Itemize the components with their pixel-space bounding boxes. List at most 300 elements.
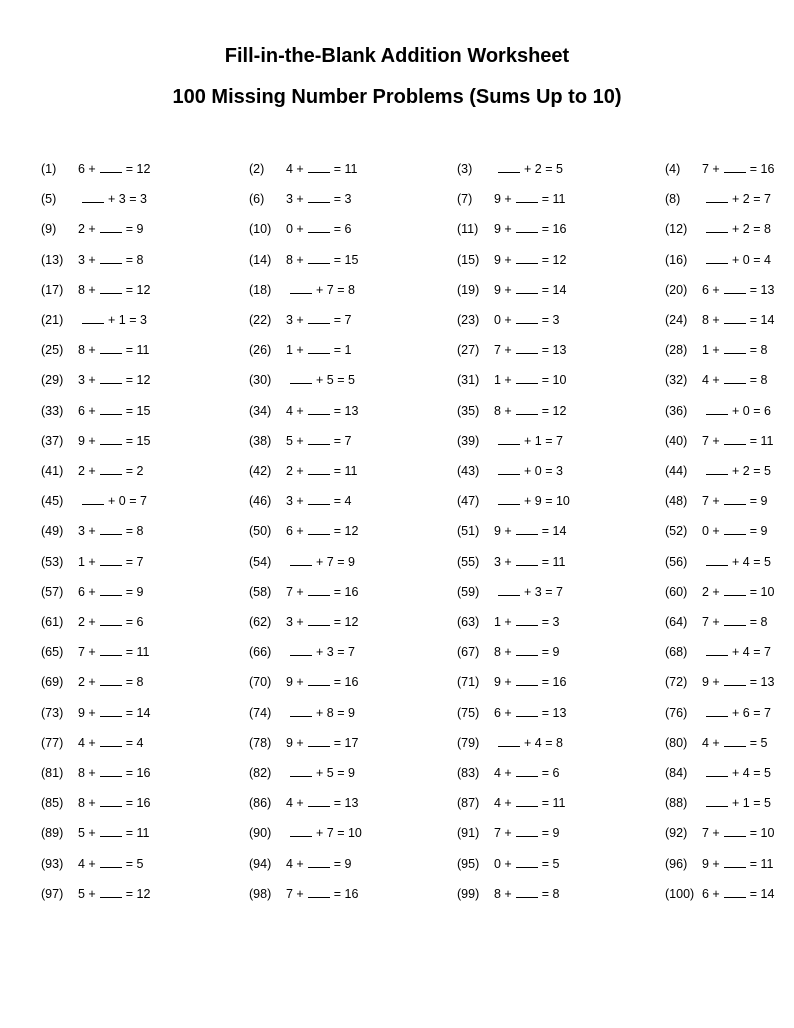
answer-blank[interactable] xyxy=(724,341,746,354)
problem-number: (86) xyxy=(249,796,272,811)
problem-equation: 7 + = 13 xyxy=(494,343,567,358)
problem-number: (5) xyxy=(41,192,57,207)
problem-equation: 9 + = 16 xyxy=(494,675,567,690)
problem-number: (53) xyxy=(41,554,64,569)
problem-number: (88) xyxy=(665,796,688,811)
problem-equation: 1 + = 7 xyxy=(78,554,144,569)
problem-equation: 0 + = 3 xyxy=(494,313,560,327)
problem-number: (4) xyxy=(665,162,681,176)
problem-equation: 6 + = 14 xyxy=(702,886,775,901)
problem-number: (69) xyxy=(41,675,64,690)
problem-equation: 3 + = 8 xyxy=(78,252,144,267)
problem-number: (48) xyxy=(665,494,688,509)
problem-equation: 4 + = 11 xyxy=(286,162,358,176)
problem-equation: 4 + = 9 xyxy=(286,856,352,871)
answer-blank[interactable] xyxy=(82,311,104,324)
problem-number: (40) xyxy=(665,433,688,448)
answer-blank[interactable] xyxy=(516,281,538,294)
problem-equation: 3 + = 12 xyxy=(78,373,151,388)
problem-equation: 8 + = 12 xyxy=(494,403,567,418)
problem-number: (82) xyxy=(249,766,272,780)
problem-equation: 3 + = 7 xyxy=(286,313,352,327)
problem-equation: 8 + = 11 xyxy=(78,343,150,358)
problem-number: (6) xyxy=(249,192,265,207)
problem-number: (8) xyxy=(665,192,681,207)
problem-equation: 6 + = 13 xyxy=(702,282,775,297)
problem-equation: + 6 = 7 xyxy=(702,703,771,723)
problem-number: (29) xyxy=(41,373,64,388)
problem-equation: 8 + = 9 xyxy=(494,645,560,660)
problem-equation: + 2 = 7 xyxy=(702,189,771,209)
problem-equation: 9 + = 12 xyxy=(494,252,567,267)
problem-number: (9) xyxy=(41,222,57,237)
problem-equation: + 0 = 4 xyxy=(702,250,771,270)
answer-blank[interactable] xyxy=(100,402,122,415)
problem-equation: + 0 = 7 xyxy=(78,491,147,511)
problem-number: (68) xyxy=(665,645,688,660)
problem-equation: 0 + = 5 xyxy=(494,856,560,871)
problem-equation: 6 + = 12 xyxy=(78,162,151,176)
answer-blank[interactable] xyxy=(290,764,312,777)
problem-number: (62) xyxy=(249,615,272,629)
answer-blank[interactable] xyxy=(706,251,728,264)
problem-equation: 9 + = 14 xyxy=(78,705,151,720)
problem-number: (60) xyxy=(665,584,688,599)
problem-equation: 8 + = 15 xyxy=(286,252,359,267)
problem-number: (47) xyxy=(457,494,480,509)
problem-number: (25) xyxy=(41,343,64,358)
answer-blank[interactable] xyxy=(100,734,122,747)
problem-number: (87) xyxy=(457,796,480,811)
problem-number: (32) xyxy=(665,373,688,388)
answer-blank[interactable] xyxy=(100,794,122,807)
problem-equation: 3 + = 12 xyxy=(286,615,359,629)
problem-equation: 4 + = 8 xyxy=(702,373,768,388)
problem-equation: 8 + = 12 xyxy=(78,282,151,297)
problem-number: (92) xyxy=(665,826,688,841)
problem-number: (28) xyxy=(665,343,688,358)
problem-number: (19) xyxy=(457,282,480,297)
problem-equation: 8 + = 16 xyxy=(78,766,151,780)
problem-number: (77) xyxy=(41,735,64,750)
answer-blank[interactable] xyxy=(516,855,538,868)
problem-number: (37) xyxy=(41,433,64,448)
problem-number: (13) xyxy=(41,252,64,267)
problem-equation: 4 + = 4 xyxy=(78,735,144,750)
answer-blank[interactable] xyxy=(516,764,538,777)
answer-blank[interactable] xyxy=(498,160,520,173)
problem-equation: 7 + = 16 xyxy=(286,886,359,901)
problem-number: (63) xyxy=(457,615,480,629)
problem-number: (97) xyxy=(41,886,64,901)
problem-equation: 2 + = 6 xyxy=(78,615,144,629)
problem-number: (41) xyxy=(41,464,64,478)
answer-blank[interactable] xyxy=(308,794,330,807)
answer-blank[interactable] xyxy=(516,794,538,807)
problem-number: (42) xyxy=(249,464,272,478)
problem-number: (71) xyxy=(457,675,480,690)
problem-number: (31) xyxy=(457,373,480,388)
problem-equation: 1 + = 1 xyxy=(286,343,352,358)
problem-number: (67) xyxy=(457,645,480,660)
answer-blank[interactable] xyxy=(100,160,122,173)
problem-equation: + 7 = 9 xyxy=(286,552,355,572)
problem-number: (2) xyxy=(249,162,265,176)
problem-equation: 9 + = 15 xyxy=(78,433,151,448)
answer-blank[interactable] xyxy=(724,734,746,747)
answer-blank[interactable] xyxy=(516,522,538,535)
answer-blank[interactable] xyxy=(516,824,538,837)
problem-number: (57) xyxy=(41,584,64,599)
worksheet-subtitle: 100 Missing Number Problems (Sums Up to 10) xyxy=(172,86,622,108)
problem-equation: + 7 = 10 xyxy=(286,823,362,843)
problem-number: (18) xyxy=(249,282,272,297)
problem-equation: + 8 = 9 xyxy=(286,703,355,723)
problem-equation: 8 + = 16 xyxy=(78,796,151,811)
answer-blank[interactable] xyxy=(308,583,330,596)
problem-equation: 4 + = 13 xyxy=(286,403,359,418)
problem-equation: + 4 = 8 xyxy=(494,733,563,753)
answer-blank[interactable] xyxy=(724,492,746,505)
problem-equation: 0 + = 9 xyxy=(702,524,768,539)
problem-number: (59) xyxy=(457,584,480,599)
problem-number: (12) xyxy=(665,222,688,237)
problem-number: (21) xyxy=(41,313,64,327)
problem-number: (17) xyxy=(41,282,64,297)
problem-number: (16) xyxy=(665,252,688,267)
problem-number: (93) xyxy=(41,856,64,871)
answer-blank[interactable] xyxy=(100,583,122,596)
answer-blank[interactable] xyxy=(498,583,520,596)
problem-number: (10) xyxy=(249,222,272,237)
worksheet-title: Fill-in-the-Blank Addition Worksheet xyxy=(224,45,570,67)
problem-equation: 9 + = 17 xyxy=(286,735,359,750)
problem-equation: + 3 = 7 xyxy=(494,582,563,602)
problem-equation: 7 + = 9 xyxy=(494,826,560,841)
problem-equation: 6 + = 12 xyxy=(286,524,359,539)
answer-blank[interactable] xyxy=(100,220,122,233)
problem-equation: 4 + = 5 xyxy=(702,735,768,750)
problem-number: (79) xyxy=(457,735,480,750)
problem-equation: + 9 = 10 xyxy=(494,491,570,511)
problem-number: (43) xyxy=(457,464,480,478)
problem-number: (65) xyxy=(41,645,64,660)
problem-number: (52) xyxy=(665,524,688,539)
problem-number: (72) xyxy=(665,675,688,690)
answer-blank[interactable] xyxy=(724,432,746,445)
answer-blank[interactable] xyxy=(100,371,122,384)
answer-blank[interactable] xyxy=(516,643,538,656)
answer-blank[interactable] xyxy=(724,613,746,626)
answer-blank[interactable] xyxy=(290,643,312,656)
answer-blank[interactable] xyxy=(498,492,520,505)
answer-blank[interactable] xyxy=(308,432,330,445)
problem-equation: 3 + = 8 xyxy=(78,524,144,539)
problem-number: (54) xyxy=(249,554,272,569)
problem-equation: 7 + = 9 xyxy=(702,494,768,509)
answer-blank[interactable] xyxy=(308,160,330,173)
problem-equation: + 3 = 7 xyxy=(286,642,355,662)
answer-blank[interactable] xyxy=(100,432,122,445)
problem-equation: 7 + = 16 xyxy=(702,162,775,176)
problem-number: (75) xyxy=(457,705,480,720)
answer-blank[interactable] xyxy=(308,734,330,747)
answer-blank[interactable] xyxy=(724,885,746,898)
problem-equation: 3 + = 11 xyxy=(494,554,566,569)
answer-blank[interactable] xyxy=(706,190,728,203)
problem-equation: 2 + = 10 xyxy=(702,584,775,599)
problem-equation: 9 + = 14 xyxy=(494,524,567,539)
problem-number: (33) xyxy=(41,403,64,418)
answer-blank[interactable] xyxy=(100,764,122,777)
problem-equation: 2 + = 2 xyxy=(78,464,144,478)
problem-equation: 4 + = 13 xyxy=(286,796,359,811)
problem-number: (81) xyxy=(41,766,64,780)
answer-blank[interactable] xyxy=(308,522,330,535)
answer-blank[interactable] xyxy=(516,673,538,686)
problem-number: (49) xyxy=(41,524,64,539)
answer-blank[interactable] xyxy=(100,251,122,264)
answer-blank[interactable] xyxy=(724,855,746,868)
problem-number: (83) xyxy=(457,766,480,780)
problem-number: (45) xyxy=(41,494,64,509)
answer-blank[interactable] xyxy=(724,583,746,596)
problem-equation: 2 + = 8 xyxy=(78,675,144,690)
problem-number: (96) xyxy=(665,856,688,871)
problem-equation: + 1 = 7 xyxy=(494,431,563,451)
problem-equation: + 0 = 6 xyxy=(702,401,771,421)
answer-blank[interactable] xyxy=(498,462,520,475)
problem-equation: 1 + = 8 xyxy=(702,343,768,358)
problem-number: (34) xyxy=(249,403,272,418)
answer-blank[interactable] xyxy=(100,855,122,868)
problem-number: (7) xyxy=(457,192,473,207)
problem-equation: 4 + = 5 xyxy=(78,856,144,871)
answer-blank[interactable] xyxy=(516,220,538,233)
answer-blank[interactable] xyxy=(100,613,122,626)
answer-blank[interactable] xyxy=(308,190,330,203)
problem-equation: 2 + = 11 xyxy=(286,464,358,478)
answer-blank[interactable] xyxy=(100,704,122,717)
problem-equation: 3 + = 4 xyxy=(286,494,352,509)
answer-blank[interactable] xyxy=(290,371,312,384)
problem-equation: + 2 = 5 xyxy=(494,159,563,179)
answer-blank[interactable] xyxy=(706,402,728,415)
problem-number: (36) xyxy=(665,403,688,418)
problem-equation: 9 + = 11 xyxy=(494,192,566,207)
answer-blank[interactable] xyxy=(516,251,538,264)
problem-number: (66) xyxy=(249,645,272,660)
answer-blank[interactable] xyxy=(498,734,520,747)
problem-equation: 8 + = 14 xyxy=(702,313,775,327)
problem-equation: 7 + = 11 xyxy=(702,433,774,448)
problem-equation: + 2 = 5 xyxy=(702,461,771,481)
answer-blank[interactable] xyxy=(290,553,312,566)
problem-equation: 4 + = 11 xyxy=(494,796,566,811)
problem-number: (98) xyxy=(249,886,272,901)
answer-blank[interactable] xyxy=(100,643,122,656)
answer-blank[interactable] xyxy=(308,462,330,475)
problem-equation: + 3 = 3 xyxy=(78,189,147,209)
answer-blank[interactable] xyxy=(516,553,538,566)
answer-blank[interactable] xyxy=(82,492,104,505)
problem-number: (90) xyxy=(249,826,272,841)
answer-blank[interactable] xyxy=(100,553,122,566)
problem-equation: + 2 = 8 xyxy=(702,219,771,239)
problem-equation: + 1 = 5 xyxy=(702,793,771,813)
answer-blank[interactable] xyxy=(706,643,728,656)
problem-equation: + 0 = 3 xyxy=(494,461,563,481)
problem-equation: 5 + = 11 xyxy=(78,826,150,841)
problem-number: (30) xyxy=(249,373,272,388)
problem-number: (100) xyxy=(665,886,695,901)
answer-blank[interactable] xyxy=(724,824,746,837)
answer-blank[interactable] xyxy=(308,673,330,686)
answer-blank[interactable] xyxy=(516,311,538,324)
problem-number: (84) xyxy=(665,766,688,780)
problem-number: (73) xyxy=(41,705,64,720)
problem-equation: 0 + = 6 xyxy=(286,222,352,237)
answer-blank[interactable] xyxy=(308,613,330,626)
problem-equation: 9 + = 14 xyxy=(494,282,567,297)
problem-number: (99) xyxy=(457,886,480,901)
problem-number: (91) xyxy=(457,826,480,841)
problem-equation: 9 + = 13 xyxy=(702,675,775,690)
problem-equation: + 4 = 5 xyxy=(702,763,771,783)
problem-number: (11) xyxy=(457,222,479,237)
problem-equation: + 4 = 7 xyxy=(702,642,771,662)
answer-blank[interactable] xyxy=(100,673,122,686)
problem-number: (20) xyxy=(665,282,688,297)
problem-equation: + 5 = 5 xyxy=(286,370,355,390)
answer-blank[interactable] xyxy=(100,462,122,475)
problem-equation: 1 + = 3 xyxy=(494,615,560,629)
problem-equation: 7 + = 10 xyxy=(702,826,775,841)
problem-equation: 7 + = 8 xyxy=(702,615,768,629)
answer-blank[interactable] xyxy=(516,341,538,354)
answer-blank[interactable] xyxy=(706,462,728,475)
answer-blank[interactable] xyxy=(100,341,122,354)
problem-equation: + 7 = 8 xyxy=(286,280,355,300)
answer-blank[interactable] xyxy=(724,311,746,324)
answer-blank[interactable] xyxy=(290,704,312,717)
problem-number: (1) xyxy=(41,162,57,176)
answer-blank[interactable] xyxy=(82,190,104,203)
problem-equation: + 4 = 5 xyxy=(702,552,771,572)
answer-blank[interactable] xyxy=(100,824,122,837)
answer-blank[interactable] xyxy=(706,794,728,807)
problem-number: (56) xyxy=(665,554,688,569)
answer-blank[interactable] xyxy=(100,281,122,294)
problem-number: (35) xyxy=(457,403,480,418)
answer-blank[interactable] xyxy=(516,371,538,384)
problem-equation: 7 + = 11 xyxy=(78,645,150,660)
answer-blank[interactable] xyxy=(724,160,746,173)
problem-number: (89) xyxy=(41,826,64,841)
answer-blank[interactable] xyxy=(100,885,122,898)
problem-equation: 9 + = 11 xyxy=(702,856,774,871)
answer-blank[interactable] xyxy=(724,522,746,535)
answer-blank[interactable] xyxy=(100,522,122,535)
problem-number: (74) xyxy=(249,705,272,720)
answer-blank[interactable] xyxy=(308,251,330,264)
problem-equation: 8 + = 8 xyxy=(494,886,560,901)
problem-equation: 6 + = 13 xyxy=(494,705,567,720)
problem-number: (95) xyxy=(457,856,480,871)
problem-equation: 2 + = 9 xyxy=(78,222,144,237)
problem-number: (15) xyxy=(457,252,480,267)
problem-equation: + 5 = 9 xyxy=(286,763,355,783)
problem-equation: 9 + = 16 xyxy=(286,675,359,690)
answer-blank[interactable] xyxy=(516,402,538,415)
answer-blank[interactable] xyxy=(290,824,312,837)
answer-blank[interactable] xyxy=(516,190,538,203)
problem-number: (64) xyxy=(665,615,688,629)
answer-blank[interactable] xyxy=(498,432,520,445)
answer-blank[interactable] xyxy=(706,704,728,717)
problem-equation: 3 + = 3 xyxy=(286,192,352,207)
problem-equation: 6 + = 15 xyxy=(78,403,151,418)
problem-number: (24) xyxy=(665,313,688,327)
problem-equation: + 1 = 3 xyxy=(78,310,147,330)
problem-number: (58) xyxy=(249,584,272,599)
problem-equation: 1 + = 10 xyxy=(494,373,567,388)
problem-equation: 5 + = 12 xyxy=(78,886,151,901)
answer-blank[interactable] xyxy=(516,704,538,717)
problem-number: (3) xyxy=(457,162,473,176)
problem-number: (51) xyxy=(457,524,480,539)
problem-number: (94) xyxy=(249,856,272,871)
problem-number: (76) xyxy=(665,705,688,720)
problem-number: (22) xyxy=(249,313,272,327)
answer-blank[interactable] xyxy=(308,341,330,354)
answer-blank[interactable] xyxy=(706,220,728,233)
problem-number: (70) xyxy=(249,675,272,690)
answer-blank[interactable] xyxy=(706,764,728,777)
answer-blank[interactable] xyxy=(724,371,746,384)
answer-blank[interactable] xyxy=(308,492,330,505)
problem-number: (50) xyxy=(249,524,272,539)
problem-number: (23) xyxy=(457,313,480,327)
problem-number: (55) xyxy=(457,554,480,569)
answer-blank[interactable] xyxy=(724,673,746,686)
answer-blank[interactable] xyxy=(308,402,330,415)
problem-equation: 7 + = 16 xyxy=(286,584,359,599)
problem-equation: 4 + = 6 xyxy=(494,766,560,780)
answer-blank[interactable] xyxy=(516,885,538,898)
problem-equation: 9 + = 16 xyxy=(494,222,567,237)
answer-blank[interactable] xyxy=(724,281,746,294)
problem-equation: 5 + = 7 xyxy=(286,433,352,448)
problem-number: (80) xyxy=(665,735,688,750)
answer-blank[interactable] xyxy=(308,885,330,898)
problem-number: (44) xyxy=(665,464,688,478)
problem-number: (26) xyxy=(249,343,272,358)
answer-blank[interactable] xyxy=(516,613,538,626)
problem-equation: 6 + = 9 xyxy=(78,584,144,599)
problem-number: (46) xyxy=(249,494,272,509)
problem-number: (78) xyxy=(249,735,272,750)
problem-number: (61) xyxy=(41,615,64,629)
answer-blank[interactable] xyxy=(308,855,330,868)
problem-number: (39) xyxy=(457,433,480,448)
answer-blank[interactable] xyxy=(706,553,728,566)
answer-blank[interactable] xyxy=(308,311,330,324)
answer-blank[interactable] xyxy=(308,220,330,233)
problem-number: (85) xyxy=(41,796,64,811)
problem-number: (14) xyxy=(249,252,272,267)
answer-blank[interactable] xyxy=(290,281,312,294)
